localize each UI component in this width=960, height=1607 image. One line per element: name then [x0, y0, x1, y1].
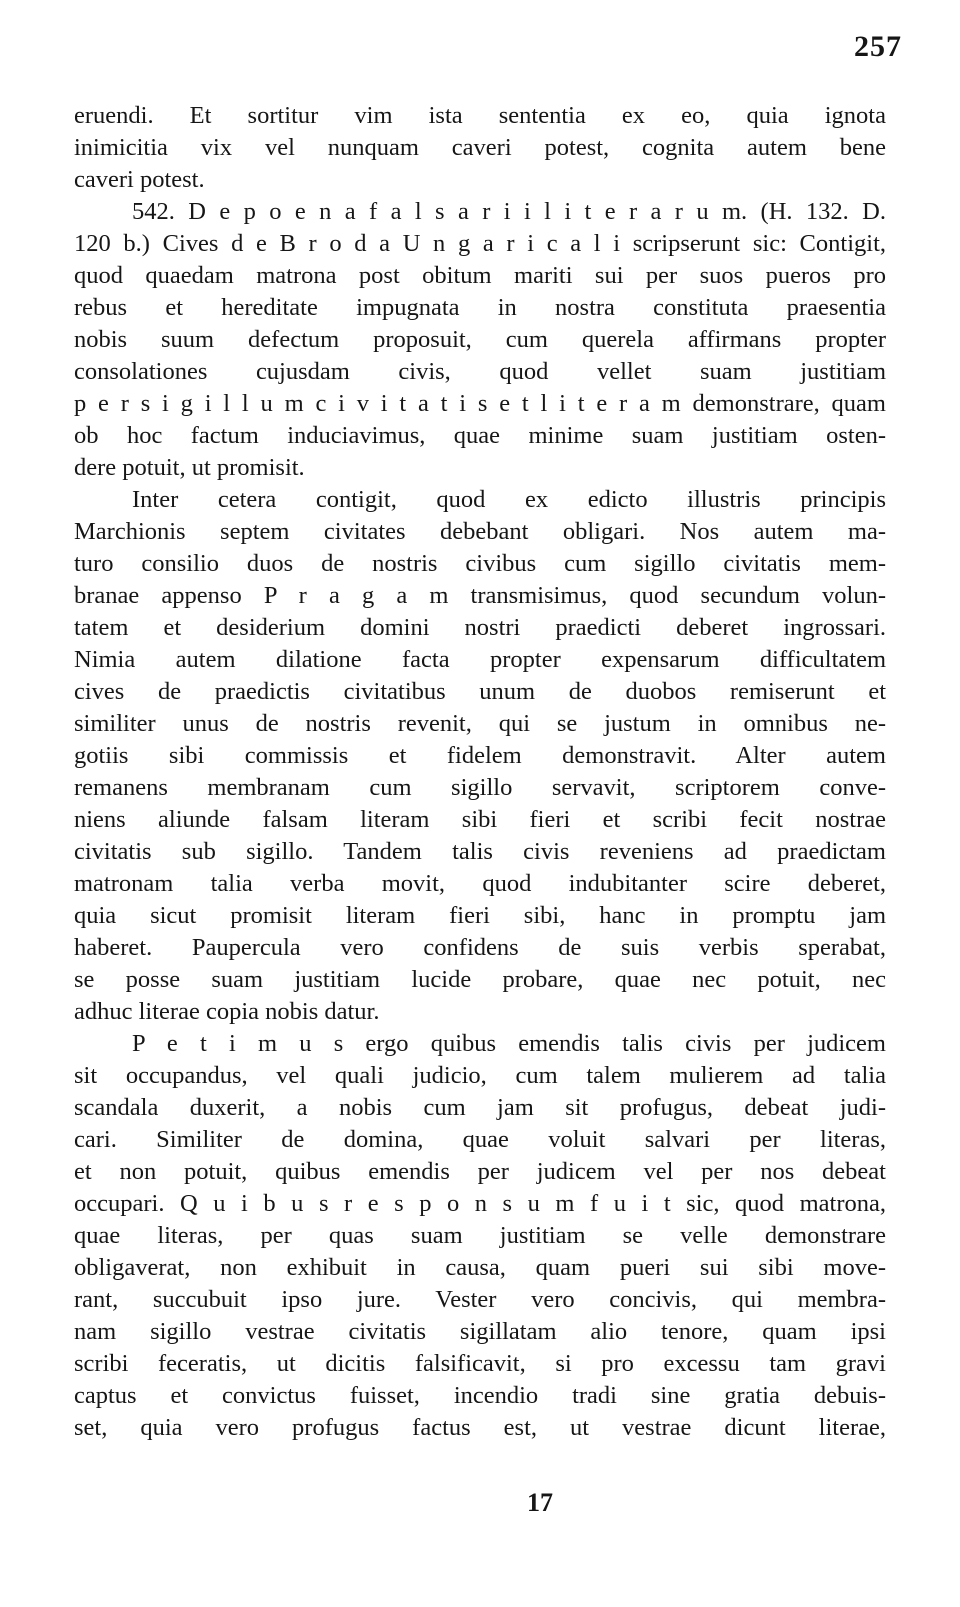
- text-line: rant, succubuit ipso jure. Vester vero concivis, qui membra-: [74, 1286, 886, 1313]
- signature-mark: 17: [527, 1488, 553, 1517]
- text-line: eruendi. Et sortitur vim ista sententia ex eo, quia ignota: [74, 102, 886, 129]
- text-line: Inter cetera contigit, quod ex edicto illustris principis: [132, 486, 886, 513]
- text-line: nam sigillo vestrae civitatis sigillatam alio tenore, quam ipsi: [74, 1318, 886, 1345]
- text-line: similiter unus de nostris revenit, qui se justum in omnibus ne-: [74, 710, 886, 737]
- text-line: rebus et hereditate impugnata in nostra constituta praesentia: [74, 294, 886, 321]
- text-line: niens aliunde falsam literam sibi fieri et scribi fecit nostrae: [74, 806, 886, 833]
- text-line: nobis suum defectum proposuit, cum querela affirmans propter: [74, 326, 886, 353]
- page-number: 257: [854, 30, 902, 63]
- text-line: set, quia vero profugus factus est, ut vestrae dicunt literae,: [74, 1414, 886, 1441]
- text-line: cari. Similiter de domina, quae voluit salvari per literas,: [74, 1126, 886, 1153]
- text-line: branae appenso P r a g a m transmisimus, quod secundum volun-: [74, 582, 886, 609]
- text-line: et non potuit, quibus emendis per judicem vel per nos debeat: [74, 1158, 886, 1185]
- text-line: se posse suam justitiam lucide probare, quae nec potuit, nec: [74, 966, 886, 993]
- text-line: consolationes cujusdam civis, quod vellet suam justitiam: [74, 358, 886, 385]
- text-line: gotiis sibi commissis et fidelem demonstravit. Alter autem: [74, 742, 886, 769]
- text-line: Marchionis septem civitates debebant obligari. Nos autem ma-: [74, 518, 886, 545]
- text-line: quia sicut promisit literam fieri sibi, hanc in promptu jam: [74, 902, 886, 929]
- text-line: scribi feceratis, ut dicitis falsificavit, si pro excessu tam gravi: [74, 1350, 886, 1377]
- text-line: dere potuit, ut promisit.: [74, 454, 305, 481]
- text-line: P e t i m u s ergo quibus emendis talis civis per judicem: [132, 1030, 886, 1057]
- text-line: turo consilio duos de nostris civibus cum sigillo civitatis mem-: [74, 550, 886, 577]
- text-line: matronam talia verba movit, quod indubitanter scire deberet,: [74, 870, 886, 897]
- text-line: occupari. Q u i b u s r e s p o n s u m f u i t sic, quod matrona,: [74, 1190, 886, 1217]
- text-line: inimicitia vix vel nunquam caveri potest, cognita autem bene: [74, 134, 886, 161]
- text-line: p e r s i g i l l u m c i v i t a t i s e t l i t e r a m demonstrare, quam: [74, 390, 886, 417]
- text-line: quae literas, per quas suam justitiam se velle demonstrare: [74, 1222, 886, 1249]
- text-line: quod quaedam matrona post obitum mariti sui per suos pueros pro: [74, 262, 886, 289]
- text-line: obligaverat, non exhibuit in causa, quam pueri sui sibi move-: [74, 1254, 886, 1281]
- text-line: civitatis sub sigillo. Tandem talis civis reveniens ad praedictam: [74, 838, 886, 865]
- text-line: 542. D e p o e n a f a l s a r i i l i t e r a r u m. (H. 132. D.: [132, 198, 886, 225]
- text-line: haberet. Paupercula vero confidens de suis verbis sperabat,: [74, 934, 886, 961]
- text-line: sit occupandus, vel quali judicio, cum talem mulierem ad talia: [74, 1062, 886, 1089]
- text-line: captus et convictus fuisset, incendio tradi sine gratia debuis-: [74, 1382, 886, 1409]
- text-line: caveri potest.: [74, 166, 205, 193]
- text-line: cives de praedictis civitatibus unum de duobos remiserunt et: [74, 678, 886, 705]
- text-line: 120 b.) Cives d e B r o d a U n g a r i c a l i scripserunt sic: Contigit,: [74, 230, 886, 257]
- text-line: Nimia autem dilatione facta propter expensarum difficultatem: [74, 646, 886, 673]
- body-text: [74, 100, 886, 1444]
- text-line: remanens membranam cum sigillo servavit, scriptorem conve-: [74, 774, 886, 801]
- text-line: adhuc literae copia nobis datur.: [74, 998, 380, 1025]
- text-line: scandala duxerit, a nobis cum jam sit profugus, debeat judi-: [74, 1094, 886, 1121]
- text-line: ob hoc factum induciavimus, quae minime suam justitiam osten-: [74, 422, 886, 449]
- text-line: tatem et desiderium domini nostri praedicti deberet ingrossari.: [74, 614, 886, 641]
